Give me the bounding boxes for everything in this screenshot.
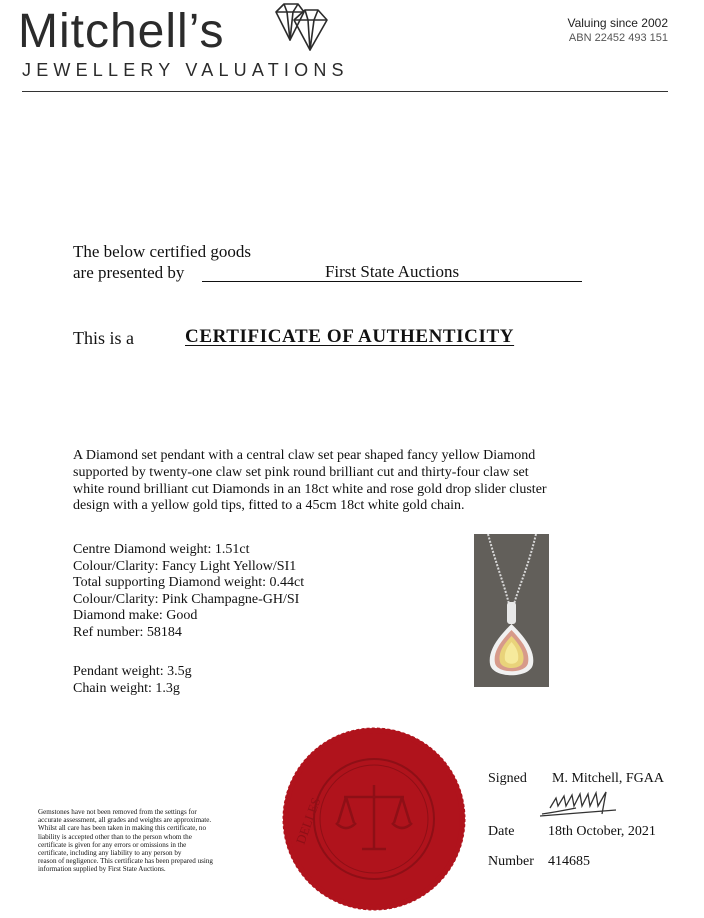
- spec-line: Colour/Clarity: Pink Champagne-GH/SI: [73, 591, 300, 607]
- brand-name: Mitchell’s: [18, 5, 225, 58]
- description-line: A Diamond set pendant with a central claw set pear shaped fancy yellow Diamond: [73, 448, 536, 463]
- disclaimer-line: certificate, including any liability to any person by: [38, 849, 182, 858]
- brand-subtitle: JEWELLERY VALUATIONS: [22, 60, 349, 80]
- signed-value: M. Mitchell, FGAA: [552, 771, 664, 786]
- pendant-weight: Pendant weight: 3.5g: [73, 664, 192, 679]
- disclaimer-line: information supplied by First State Auctions.: [38, 865, 166, 874]
- header-divider: [22, 91, 668, 92]
- pendant-image: [474, 534, 549, 687]
- description-line: supported by twenty-one claw set pink round brilliant cut and thirty-four claw set: [73, 464, 529, 480]
- disclaimer-line: liability is accepted other than to the person whom the: [38, 832, 192, 841]
- spec-line: Ref number: 58184: [73, 624, 182, 640]
- disclaimer-line: Whilst all care has been taken in making this certificate, no: [38, 824, 207, 833]
- diamond-logo-icon: [272, 2, 330, 52]
- spec-line: Diamond make: Good: [73, 608, 198, 624]
- weights: [73, 664, 192, 697]
- signature: [536, 786, 636, 822]
- item-description: [73, 448, 573, 515]
- tagline: Valuing since 2002: [567, 16, 668, 30]
- spec-line: Total supporting Diamond weight: 0.44ct: [73, 575, 305, 591]
- wax-seal: [282, 727, 466, 911]
- spec-line: Colour/Clarity: Fancy Light Yellow/SI1: [73, 558, 297, 574]
- certificate-number: 414685: [548, 854, 590, 869]
- description-line: design with a yellow gold tips, fitted to a 45cm 18ct white gold chain.: [73, 498, 465, 514]
- disclaimer-line: Gemstones have not been removed from the settings for: [38, 808, 197, 816]
- date-value: 18th October, 2021: [548, 824, 656, 839]
- signed-label: Signed: [488, 771, 527, 786]
- description-line: white round brilliant cut Diamonds in an 18ct white and rose gold drop slider cluster: [73, 481, 547, 497]
- seal-text: DELLES: [292, 795, 324, 847]
- diamond-specs: [73, 542, 304, 642]
- disclaimer: [38, 808, 260, 874]
- abn-number: ABN 22452 493 151: [568, 32, 668, 44]
- intro-line-2-prefix: are presented by: [73, 263, 185, 282]
- date-label: Date: [488, 824, 515, 839]
- disclaimer-line: accurate assessment, all grades and weights are approximate.: [38, 816, 212, 825]
- certificate-prefix: This is a: [73, 328, 134, 348]
- number-label: Number: [488, 854, 534, 869]
- intro-line-1: The below certified goods: [73, 242, 251, 261]
- certificate-title: CERTIFICATE OF AUTHENTICITY: [185, 326, 515, 347]
- presenter-name: First State Auctions: [202, 263, 582, 282]
- disclaimer-line: reason of negligence. This certificate has been prepared using: [38, 857, 213, 866]
- disclaimer-line: certificate is given for any errors or omissions in the: [38, 840, 187, 849]
- spec-line: Centre Diamond weight: 1.51ct: [73, 542, 250, 557]
- pendant-photo: [474, 534, 549, 687]
- chain-weight: Chain weight: 1.3g: [73, 680, 180, 696]
